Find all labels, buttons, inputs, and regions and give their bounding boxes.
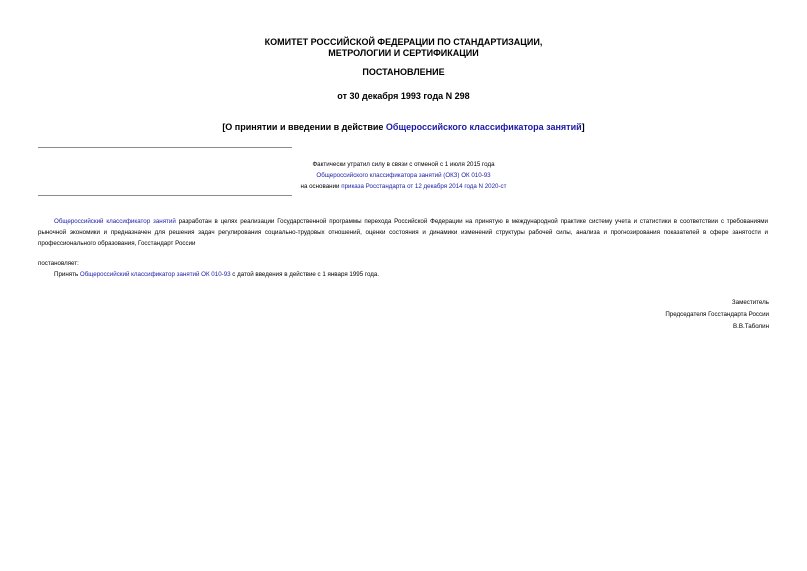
signature-block [665,297,769,333]
signature-line-2: Председателя Госстандарта России [665,311,769,318]
intro-classifier-link[interactable]: Общероссийский классификатор занятий [54,218,176,225]
status-basis-prefix: на основании [300,183,342,190]
signature-line-1: Заместитель [731,299,769,306]
subject-classifier-link[interactable]: Общероссийского классификатора занятий [385,122,582,132]
authority-line-1: КОМИТЕТ РОССИЙСКОЙ ФЕДЕРАЦИИ ПО СТАНДАРТИЗАЦИИ, [264,37,543,47]
subject-suffix: ] [581,122,585,132]
signature-name: В.В.Таболин [733,323,769,330]
acceptance-paragraph [38,269,768,280]
status-order-link[interactable]: приказа Росстандарта от 12 декабря 2014 года N 2020-ст [341,183,507,190]
top-divider [38,147,292,148]
document-type-heading: ПОСТАНОВЛЕНИЕ [362,67,445,77]
status-note [0,159,807,192]
status-classifier-link[interactable]: Общероссийского классификатора занятий (ОКЗ) ОК 010-93 [316,172,491,179]
resolution-word: постановляет: [38,260,79,267]
accept-classifier-link[interactable]: Общероссийский классификатор занятий ОК 010-93 [79,271,231,278]
document-date-number: от 30 декабря 1993 года N 298 [337,91,470,101]
accept-prefix: Принять [54,271,80,278]
authority-line-2: МЕТРОЛОГИИ И СЕРТИФИКАЦИИ [328,48,479,58]
intro-text: разработан в целях реализации Государственной программы перехода Российской Федерации на принятую в международной практике систему учета и статистики в соответствии с требованиями рыночной экономики и предназначен для решения задач регулирования социально-трудовых отношений, оценки состояния и динамики изменений структуры рабочей силы, анализа и прогнозирования показателей в сфере занятости и профессионального образования, Госстандарт России [38,218,769,247]
status-line-1: Фактически утратил силу в связи с отменой с 1 июля 2015 года [312,161,495,168]
accept-suffix: с датой введения в действие с 1 января 1995 года. [230,271,380,278]
document-subject [0,122,807,133]
intro-paragraph [38,216,768,249]
issuing-authority [0,37,807,59]
status-line-3 [0,181,807,192]
bottom-divider [38,195,292,196]
subject-prefix: [О принятии и введении в действие [222,122,386,132]
